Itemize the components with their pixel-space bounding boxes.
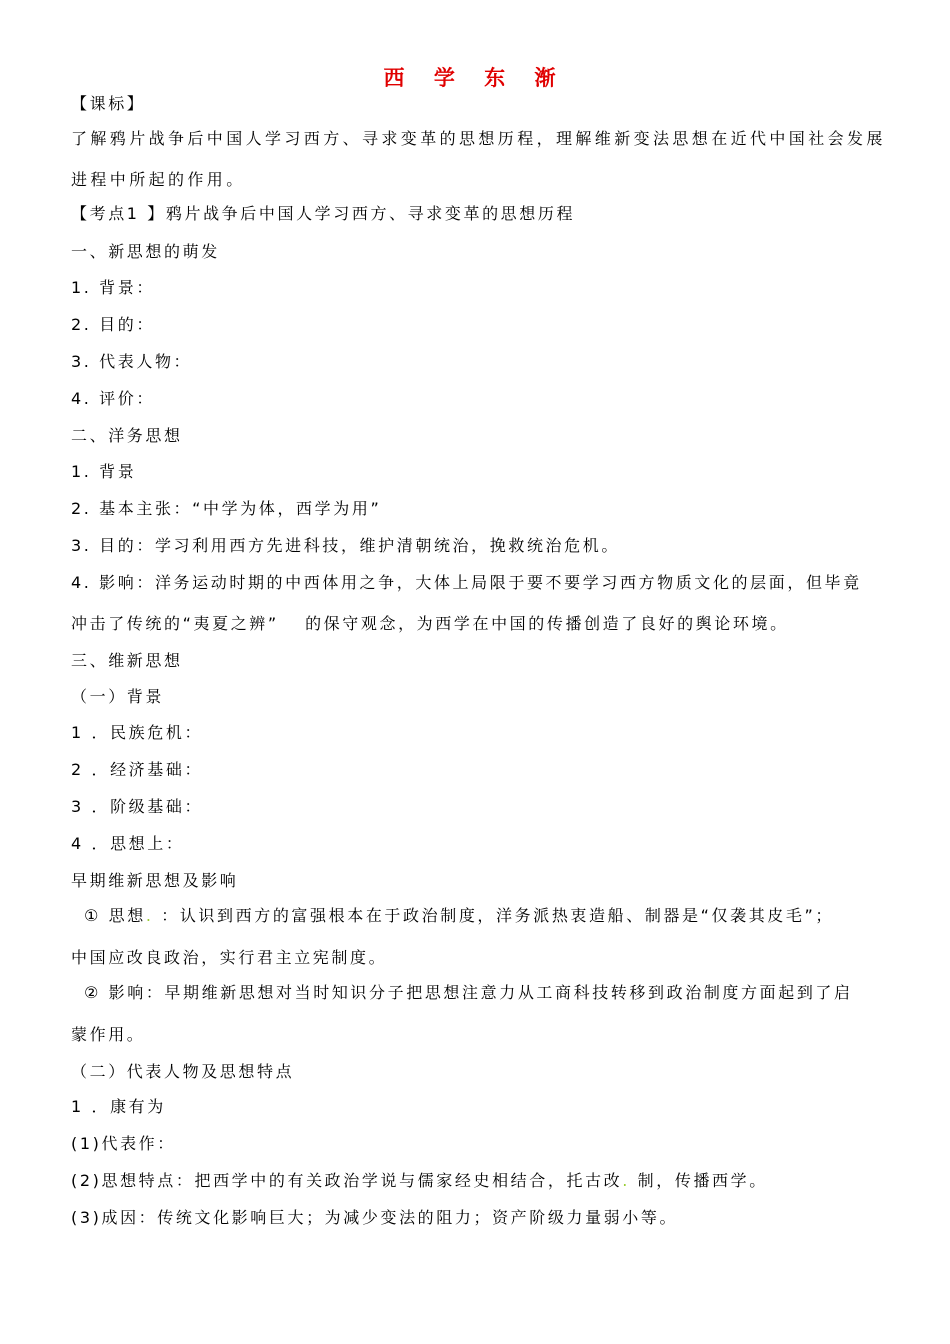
list-item [71,1171,768,1191]
list-item: 4. 评价： [71,389,155,408]
sub-heading: 早期维新思想及影响 [71,871,239,890]
paragraph-line: 了解鸦片战争后中国人学习西方、寻求变革的思想历程，理解维新变法思想在近代中国社会发展 [71,129,886,148]
mark-dot: . [145,906,154,925]
document-title: 西 学 东 渐 [383,66,567,90]
list-item: (1)代表作： [71,1134,176,1153]
list-item: 3. 代表人物： [71,352,193,371]
list-item: 3 ．阶级基础： [71,797,204,816]
paragraph-line [84,906,834,926]
paragraph-line: 冲击了传统的“夷夏之辨” 的保守观念，为西学在中国的传播创造了良好的舆论环境。 [71,614,789,633]
section-heading-kaodian: 【考点1 】鸦片战争后中国人学习西方、寻求变革的思想历程 [71,204,576,223]
mark-dot: . [622,1171,630,1190]
list-item: 2 ．经济基础： [71,760,204,779]
list-item: (3)成因：传统文化影响巨大；为减少变法的阻力；资产阶级力量弱小等。 [71,1208,679,1227]
list-item: 2. 基本主张：“中学为体，西学为用” [71,499,382,518]
sub-heading: （一）背景 [71,687,165,706]
paragraph-line: 进程中所起的作用。 [71,170,246,189]
list-item: 1 ．康有为 [71,1097,166,1116]
list-item: 1. 背景 [71,462,137,481]
section-heading: 三、维新思想 [71,651,183,670]
list-item: 4. 影响：洋务运动时期的中西体用之争，大体上局限于要不要学习西方物质文化的层面，但毕竟 [71,573,862,592]
list-item: 4 ．思想上： [71,834,185,853]
section-label-kebiao: 【课标】 [71,94,146,113]
section-heading: 一、新思想的萌发 [71,242,220,261]
list-item: 1. 背景： [71,278,155,297]
sub-heading: （二）代表人物及思想特点 [71,1062,295,1081]
list-item: 2. 目的： [71,315,155,334]
section-heading: 二、洋务思想 [71,426,183,445]
item-text: 制，传播西学。 [629,1171,768,1190]
paragraph-line: 中国应改良政治，实行君主立宪制度。 [71,948,388,967]
list-item: 1 ．民族危机： [71,723,204,742]
item-text: (2)思想特点：把西学中的有关政治学说与儒家经史相结合，托古改 [71,1171,623,1190]
list-item: 3. 目的：学习利用西方先进科技，维护清朝统治，挽救统治危机。 [71,536,620,555]
paragraph-line: ② 影响：早期维新思想对当时知识分子把思想注意力从工商科技转移到政治制度方面起到了启 [84,983,853,1002]
item-text: ：认识到西方的富强根本在于政治制度，洋务派热衷造船、制器是“仅袭其皮毛”； [153,906,834,925]
item-text: ① 思想 [84,906,146,925]
paragraph-line: 蒙作用。 [71,1025,146,1044]
